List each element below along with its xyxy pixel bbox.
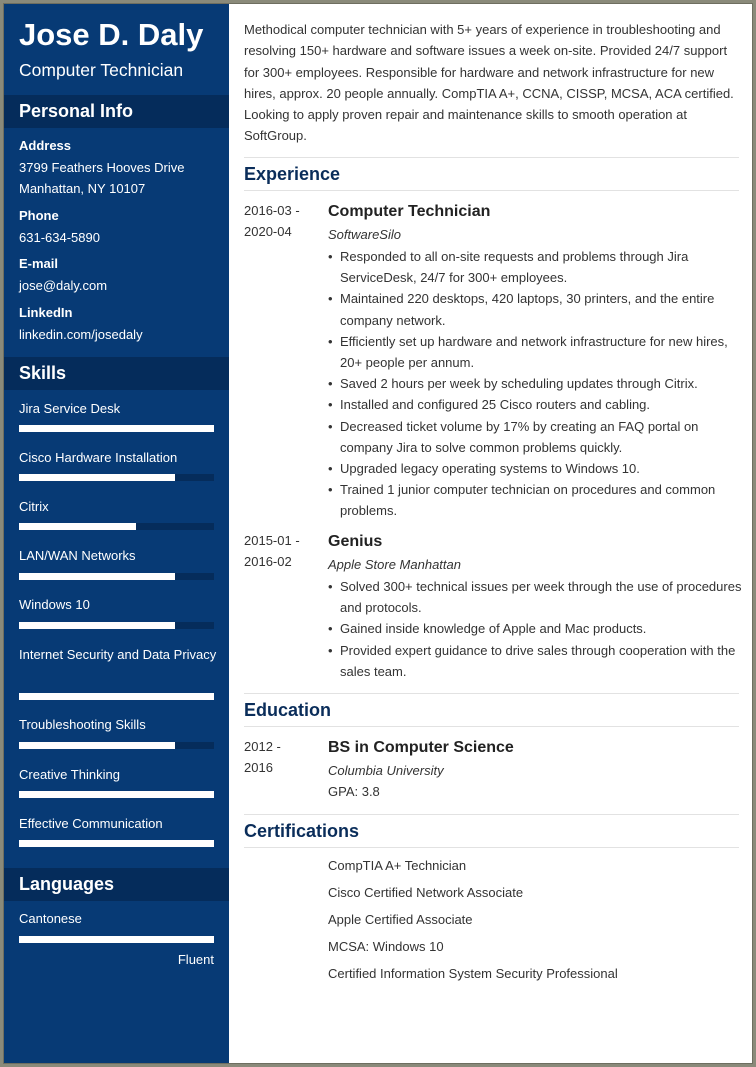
job-date-start: 2016-03 -: [244, 203, 300, 218]
language-level: Fluent: [177, 952, 214, 967]
profile-summary: Methodical computer technician with 5+ years of experience in troubleshooting and resolving 150+ hardware and software issues a week on-site. Provided 24/7 support for 300+ employees. Responsible for hardware and network infrastructure for new hires, approx. 20 people annually. CompTIA A+, CCNA, CISSP, MCSA, ACA certified. Looking to apply proven repair and maintenance skills to smooth operation at SoftGroup.: [244, 22, 734, 144]
certification-item: Certified Information System Security Professional: [328, 966, 618, 981]
education-date-start: 2012 -: [244, 739, 281, 754]
list-item: • Maintained 220 desktops, 420 laptops, 30 printers, and the entire company network.: [328, 288, 743, 330]
skill-bar: [19, 622, 214, 629]
skill-bar: [19, 840, 214, 847]
skill-name: Troubleshooting Skills: [19, 717, 146, 732]
education-school: Columbia University: [328, 763, 444, 778]
language-bar-fill: [19, 936, 214, 943]
list-item: • Efficiently set up hardware and network infrastructure for new hires, 20+ people per annum.: [328, 331, 743, 373]
skill-bar-fill: [19, 474, 175, 481]
main-content: [229, 4, 753, 1064]
list-item: • Solved 300+ technical issues per week through the use of procedures and protocols.: [328, 576, 743, 618]
skill-name: Internet Security and Data Privacy: [19, 647, 217, 662]
candidate-role: Computer Technician: [19, 60, 184, 80]
certification-item: Apple Certified Associate: [328, 912, 473, 927]
language-name: Cantonese: [19, 911, 82, 926]
skill-name: Citrix: [19, 499, 49, 514]
skill-bar: [19, 474, 214, 481]
skill-bar-fill: [19, 573, 175, 580]
address-label: Address: [19, 138, 72, 153]
skill-bar: [19, 742, 214, 749]
list-item: • Installed and configured 25 Cisco routers and cabling.: [328, 394, 743, 415]
skills-heading: Skills: [4, 357, 229, 390]
job-date-end: 2020-04: [244, 224, 292, 239]
list-item: • Saved 2 hours per week by scheduling updates through Citrix.: [328, 373, 743, 394]
email-label: E-mail: [19, 256, 59, 271]
resume-page: [3, 3, 753, 1064]
skill-name: Windows 10: [19, 597, 90, 612]
languages-heading: Languages: [4, 868, 229, 901]
certification-item: MCSA: Windows 10: [328, 939, 444, 954]
skill-bar-fill: [19, 742, 175, 749]
linkedin-label: LinkedIn: [19, 305, 73, 320]
job-company: SoftwareSilo: [328, 227, 401, 242]
skill-bar: [19, 693, 214, 700]
skill-bar-fill: [19, 523, 136, 530]
job-title: Genius: [328, 533, 383, 550]
skill-bar: [19, 523, 214, 530]
list-item: • Decreased ticket volume by 17% by creating an FAQ portal on company Jira to solve common problems quickly.: [328, 416, 743, 458]
education-date-end: 2016: [244, 760, 273, 775]
skill-bar-fill: [19, 840, 214, 847]
list-item: • Responded to all on-site requests and problems through Jira ServiceDesk, 24/7 for 300+ employees.: [328, 246, 743, 288]
skill-name: Jira Service Desk: [19, 401, 121, 416]
language-bar: [19, 936, 214, 943]
linkedin-value: linkedin.com/josedaly: [19, 327, 143, 342]
phone-value: 631-634-5890: [19, 230, 100, 245]
phone-label: Phone: [19, 208, 59, 223]
sidebar: [4, 4, 229, 1064]
certification-item: CompTIA A+ Technician: [328, 858, 467, 873]
skill-name: Effective Communication: [19, 816, 163, 831]
job-bullets: [328, 576, 743, 682]
list-item: • Upgraded legacy operating systems to Windows 10.: [328, 458, 743, 479]
skill-bar-fill: [19, 622, 175, 629]
education-heading: Education: [244, 693, 739, 727]
skill-bar: [19, 573, 214, 580]
skill-name: Cisco Hardware Installation: [19, 450, 178, 465]
education-gpa: GPA: 3.8: [328, 784, 380, 799]
list-item: • Provided expert guidance to drive sales through cooperation with the sales team.: [328, 640, 743, 682]
skill-bar-fill: [19, 693, 214, 700]
certifications-heading: Certifications: [244, 814, 739, 848]
skill-bar: [19, 791, 214, 798]
job-date-start: 2015-01 -: [244, 533, 300, 548]
certification-item: Cisco Certified Network Associate: [328, 885, 524, 900]
list-item: • Gained inside knowledge of Apple and Mac products.: [328, 618, 743, 639]
education-degree: BS in Computer Science: [328, 739, 514, 756]
address-line2: Manhattan, NY 10107: [19, 181, 146, 196]
address-line1: 3799 Feathers Hooves Drive: [19, 160, 185, 175]
job-date-end: 2016-02: [244, 554, 292, 569]
skill-bar-fill: [19, 425, 214, 432]
skill-name: LAN/WAN Networks: [19, 548, 136, 563]
experience-heading: Experience: [244, 157, 739, 191]
job-company: Apple Store Manhattan: [328, 557, 461, 572]
list-item: • Trained 1 junior computer technician on procedures and common problems.: [328, 479, 743, 521]
skill-bar: [19, 425, 214, 432]
email-value: jose@daly.com: [19, 278, 108, 293]
candidate-name: Jose D. Daly: [19, 17, 204, 52]
job-bullets: [328, 246, 743, 522]
skill-bar-fill: [19, 791, 214, 798]
skill-name: Creative Thinking: [19, 767, 120, 782]
personal-info-heading: Personal Info: [4, 95, 229, 128]
job-title: Computer Technician: [328, 203, 491, 220]
